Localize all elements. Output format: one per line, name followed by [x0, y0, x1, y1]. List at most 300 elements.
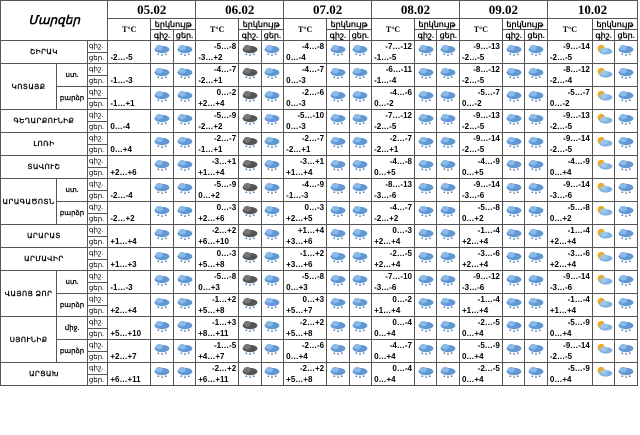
night-sky-cell: [239, 87, 261, 110]
day-sky-cell: [349, 248, 372, 271]
night-sky-cell: [502, 110, 524, 133]
day-header: ցեր.: [615, 30, 638, 41]
cloud-snow-icon: [263, 274, 281, 286]
night-sky-cell: [327, 340, 349, 363]
cloud-snow-icon: [176, 67, 194, 79]
dark-cloud-icon: [241, 297, 259, 309]
day-sky-cell: [615, 317, 638, 340]
night-sky-cell: [592, 110, 614, 133]
day-sky-cell: [261, 225, 284, 248]
day-sky-cell: [525, 110, 548, 133]
night-sky-cell: [239, 340, 261, 363]
cloud-snow-icon: [176, 251, 194, 263]
cloud-snow-icon: [505, 159, 523, 171]
cloud-snow-icon: [417, 366, 435, 378]
day-sky-cell: [349, 133, 372, 156]
day-sky-cell: [349, 294, 372, 317]
temperature-cell: 0…+3 +5…+7: [284, 294, 327, 317]
cloud-snow-icon: [527, 205, 545, 217]
part-label: գիշ.: [87, 363, 107, 375]
part-label: գիշ.: [87, 317, 107, 329]
cloud-snow-icon: [439, 251, 457, 263]
zone-label: բարձր: [57, 202, 88, 225]
temperature-cell: -2…-7 -2…+1: [372, 133, 415, 156]
night-sky-cell: [239, 248, 261, 271]
temperature-cell: 0…-3 +2…+6: [196, 202, 239, 225]
night-sky-cell: [592, 340, 614, 363]
cloud-snow-icon: [417, 136, 435, 148]
dark-cloud-icon: [241, 205, 259, 217]
night-sky-cell: [414, 317, 436, 340]
day-sky-cell: [173, 317, 196, 340]
night-sky-cell: [502, 87, 524, 110]
day-sky-cell: [261, 248, 284, 271]
night-sky-cell: [592, 202, 614, 225]
night-sky-cell: [151, 41, 173, 64]
cloud-snow-icon: [527, 182, 545, 194]
cloud-snow-icon: [329, 343, 347, 355]
day-sky-cell: [261, 110, 284, 133]
cloud-snow-icon: [176, 205, 194, 217]
temperature-cell: -4…-8 0…+5: [372, 156, 415, 179]
temperature-cell: 0…-3 +2…+5: [284, 202, 327, 225]
night-sky-cell: [414, 248, 436, 271]
cloud-snow-icon: [617, 113, 635, 125]
day-sky-cell: [615, 156, 638, 179]
day-sky-cell: [615, 340, 638, 363]
temperature-cell: -5…-9 0…+4: [547, 317, 592, 340]
dark-cloud-icon: [241, 182, 259, 194]
cloud-snow-icon: [263, 90, 281, 102]
temperature-cell: +5…+10: [108, 317, 151, 340]
night-sky-cell: [502, 294, 524, 317]
night-sky-cell: [592, 248, 614, 271]
cloud-snow-icon: [153, 228, 171, 240]
day-sky-cell: [437, 179, 460, 202]
temperature-cell: -8…-12 -2…-5: [459, 64, 502, 87]
day-sky-cell: [173, 110, 196, 133]
part-label: ցեր.: [87, 167, 107, 179]
cloud-snow-icon: [263, 136, 281, 148]
sun-cloud-icon: [595, 297, 613, 309]
temperature-cell: -9…-12 -3…-6: [459, 271, 502, 294]
day-sky-cell: [173, 225, 196, 248]
night-header: գիշ.: [327, 30, 349, 41]
day-sky-cell: [437, 156, 460, 179]
day-sky-cell: [261, 202, 284, 225]
part-label: գիշ.: [87, 87, 107, 99]
temperature-cell: -5…-7 0…-2: [459, 87, 502, 110]
day-sky-cell: [349, 202, 372, 225]
part-label: գիշ.: [87, 202, 107, 214]
temperature-cell: -1…-5 +4…+7: [196, 340, 239, 363]
cloud-snow-icon: [439, 67, 457, 79]
dark-cloud-icon: [241, 113, 259, 125]
day-sky-cell: [525, 133, 548, 156]
cloud-snow-icon: [527, 159, 545, 171]
region-name: ՍՅՈՒՆԻՔ: [1, 317, 57, 363]
region-name: ԱՐՑԱԽ: [1, 363, 88, 386]
temperature-cell: 0…-4 0…+4: [372, 317, 415, 340]
part-label: ցեր.: [87, 236, 107, 248]
part-label: գիշ.: [87, 110, 107, 122]
cloud-snow-icon: [505, 90, 523, 102]
temperature-cell: -1…+3 +8…+11: [196, 317, 239, 340]
cloud-snow-icon: [417, 90, 435, 102]
temperature-cell: +6…+11: [108, 363, 151, 386]
night-sky-cell: [151, 156, 173, 179]
cloud-snow-icon: [329, 136, 347, 148]
day-sky-cell: [261, 133, 284, 156]
sun-cloud-icon: [595, 366, 613, 378]
night-sky-cell: [239, 64, 261, 87]
cloud-snow-icon: [176, 90, 194, 102]
temperature-cell: -1…-4 +2…+4: [459, 225, 502, 248]
sun-cloud-icon: [595, 320, 613, 332]
night-sky-cell: [592, 87, 614, 110]
cloud-snow-icon: [617, 274, 635, 286]
cloud-snow-icon: [153, 44, 171, 56]
night-header: գիշ.: [151, 30, 173, 41]
cloud-snow-icon: [176, 366, 194, 378]
cloud-snow-icon: [263, 159, 281, 171]
day-sky-cell: [173, 294, 196, 317]
day-sky-cell: [349, 225, 372, 248]
day-sky-cell: [525, 225, 548, 248]
day-sky-cell: [615, 87, 638, 110]
day-sky-cell: [437, 133, 460, 156]
temperature-cell: -5…-8 -3…+2: [196, 41, 239, 64]
temperature-cell: -2…-7 -2…+1: [284, 133, 327, 156]
part-label: ցեր.: [87, 213, 107, 225]
day-sky-cell: [437, 317, 460, 340]
sky-header: երկնույթ: [592, 19, 637, 30]
cloud-snow-icon: [505, 67, 523, 79]
dark-cloud-icon: [241, 136, 259, 148]
night-sky-cell: [414, 179, 436, 202]
day-sky-cell: [261, 156, 284, 179]
cloud-snow-icon: [439, 182, 457, 194]
night-sky-cell: [327, 248, 349, 271]
part-label: ցեր.: [87, 259, 107, 271]
cloud-snow-icon: [351, 320, 369, 332]
temperature-cell: -1…+2 +5…+8: [196, 294, 239, 317]
sky-header: երկնույթ: [502, 19, 547, 30]
day-sky-cell: [349, 317, 372, 340]
night-sky-cell: [502, 248, 524, 271]
zone-label: ստ.: [57, 179, 88, 202]
temperature-cell: -3…-6 +2…+4: [459, 248, 502, 271]
night-sky-cell: [592, 225, 614, 248]
cloud-snow-icon: [439, 228, 457, 240]
cloud-snow-icon: [505, 205, 523, 217]
sun-cloud-icon: [595, 274, 613, 286]
cloud-snow-icon: [617, 67, 635, 79]
cloud-snow-icon: [176, 182, 194, 194]
temperature-cell: 0…-3 +5…+8: [196, 248, 239, 271]
sun-cloud-icon: [595, 159, 613, 171]
cloud-snow-icon: [263, 297, 281, 309]
dark-cloud-icon: [241, 44, 259, 56]
night-sky-cell: [327, 64, 349, 87]
temperature-cell: -8…-12 -2…-4: [547, 64, 592, 87]
temperature-cell: -5…-9 0…+2: [196, 179, 239, 202]
day-sky-cell: [437, 110, 460, 133]
day-header: ցեր.: [437, 30, 460, 41]
temperature-cell: -5…-10 0…-3: [284, 110, 327, 133]
night-sky-cell: [239, 363, 261, 386]
cloud-snow-icon: [176, 136, 194, 148]
zone-label: ստ.: [57, 271, 88, 294]
cloud-snow-icon: [329, 113, 347, 125]
cloud-snow-icon: [617, 90, 635, 102]
cloud-snow-icon: [527, 67, 545, 79]
cloud-snow-icon: [505, 343, 523, 355]
temperature-cell: -7…-10 -3…-6: [372, 271, 415, 294]
sky-header: երկնույթ: [151, 19, 196, 30]
night-sky-cell: [151, 225, 173, 248]
cloud-snow-icon: [417, 251, 435, 263]
day-sky-cell: [615, 363, 638, 386]
cloud-snow-icon: [263, 320, 281, 332]
day-sky-cell: [615, 271, 638, 294]
day-sky-cell: [261, 294, 284, 317]
temperature-cell: -1…-4 +1…+4: [547, 294, 592, 317]
cloud-snow-icon: [351, 136, 369, 148]
cloud-snow-icon: [263, 44, 281, 56]
day-sky-cell: [261, 41, 284, 64]
night-sky-cell: [592, 179, 614, 202]
day-sky-cell: [261, 64, 284, 87]
part-label: գիշ.: [87, 179, 107, 191]
dark-cloud-icon: [241, 228, 259, 240]
day-sky-cell: [173, 133, 196, 156]
cloud-snow-icon: [329, 228, 347, 240]
temperature-cell: -1…+2 +3…+6: [284, 248, 327, 271]
night-sky-cell: [502, 64, 524, 87]
night-sky-cell: [151, 133, 173, 156]
part-label: գիշ.: [87, 156, 107, 168]
night-sky-cell: [327, 179, 349, 202]
day-header: ցեր.: [349, 30, 372, 41]
day-sky-cell: [349, 41, 372, 64]
temperature-cell: -1…-4 +2…+4: [547, 225, 592, 248]
cloud-snow-icon: [527, 44, 545, 56]
day-sky-cell: [349, 179, 372, 202]
cloud-snow-icon: [329, 297, 347, 309]
night-sky-cell: [414, 340, 436, 363]
temperature-cell: -4…-7 0…+4: [372, 340, 415, 363]
night-sky-cell: [327, 156, 349, 179]
sun-cloud-icon: [595, 44, 613, 56]
night-sky-cell: [327, 294, 349, 317]
cloud-snow-icon: [617, 320, 635, 332]
zone-label: բարձր: [57, 87, 88, 110]
night-sky-cell: [151, 248, 173, 271]
day-sky-cell: [437, 363, 460, 386]
part-label: ցեր.: [87, 75, 107, 87]
cloud-snow-icon: [617, 44, 635, 56]
cloud-snow-icon: [439, 159, 457, 171]
temperature-cell: -9…-14 -3…-6: [547, 271, 592, 294]
cloud-snow-icon: [527, 90, 545, 102]
cloud-snow-icon: [176, 274, 194, 286]
temperature-cell: -5…-8 0…+2: [547, 202, 592, 225]
cloud-snow-icon: [153, 297, 171, 309]
temperature-cell: 0…+4: [108, 133, 151, 156]
day-sky-cell: [173, 248, 196, 271]
day-sky-cell: [615, 133, 638, 156]
day-sky-cell: [615, 202, 638, 225]
cloud-snow-icon: [439, 320, 457, 332]
cloud-snow-icon: [176, 343, 194, 355]
cloud-snow-icon: [617, 136, 635, 148]
day-sky-cell: [437, 202, 460, 225]
region-name: ՏԱՎՈՒՇ: [1, 156, 88, 179]
cloud-snow-icon: [439, 90, 457, 102]
cloud-snow-icon: [505, 274, 523, 286]
cloud-snow-icon: [329, 274, 347, 286]
cloud-snow-icon: [351, 228, 369, 240]
cloud-snow-icon: [153, 205, 171, 217]
night-header: գիշ.: [592, 30, 614, 41]
sun-cloud-icon: [595, 251, 613, 263]
sun-cloud-icon: [595, 67, 613, 79]
sun-cloud-icon: [595, 136, 613, 148]
dark-cloud-icon: [241, 274, 259, 286]
cloud-snow-icon: [505, 320, 523, 332]
cloud-snow-icon: [153, 113, 171, 125]
cloud-snow-icon: [439, 44, 457, 56]
dark-cloud-icon: [241, 67, 259, 79]
temperature-cell: -2…-5 0…+4: [459, 317, 502, 340]
temperature-cell: -2…-5 0…+4: [459, 363, 502, 386]
night-sky-cell: [239, 133, 261, 156]
temperature-cell: +2…+6: [108, 156, 151, 179]
part-label: գիշ.: [87, 248, 107, 260]
day-sky-cell: [173, 179, 196, 202]
night-sky-cell: [502, 156, 524, 179]
temperature-cell: -4…-7 0…-3: [284, 64, 327, 87]
cloud-snow-icon: [527, 297, 545, 309]
cloud-snow-icon: [153, 274, 171, 286]
day-sky-cell: [349, 271, 372, 294]
night-sky-cell: [239, 156, 261, 179]
cloud-snow-icon: [153, 182, 171, 194]
day-sky-cell: [437, 41, 460, 64]
cloud-snow-icon: [351, 274, 369, 286]
day-sky-cell: [525, 179, 548, 202]
temperature-cell: -9…-13 -2…-5: [547, 110, 592, 133]
part-label: ցեր.: [87, 190, 107, 202]
cloud-snow-icon: [329, 44, 347, 56]
cloud-snow-icon: [505, 182, 523, 194]
cloud-snow-icon: [176, 159, 194, 171]
part-label: ցեր.: [87, 98, 107, 110]
temperature-cell: -1…-4 +1…+4: [459, 294, 502, 317]
part-label: գիշ.: [87, 64, 107, 76]
day-sky-cell: [261, 87, 284, 110]
cloud-snow-icon: [527, 366, 545, 378]
day-sky-cell: [525, 363, 548, 386]
night-sky-cell: [592, 271, 614, 294]
temp-header: T°C: [196, 19, 239, 41]
temperature-cell: -4…-8 0…-4: [284, 41, 327, 64]
dark-cloud-icon: [241, 343, 259, 355]
night-sky-cell: [414, 87, 436, 110]
temperature-cell: -5…-9 -2…+2: [196, 110, 239, 133]
cloud-snow-icon: [617, 159, 635, 171]
night-sky-cell: [327, 317, 349, 340]
cloud-snow-icon: [263, 251, 281, 263]
cloud-snow-icon: [417, 159, 435, 171]
night-sky-cell: [502, 363, 524, 386]
day-sky-cell: [261, 271, 284, 294]
day-sky-cell: [525, 317, 548, 340]
night-sky-cell: [502, 225, 524, 248]
date-header: 09.02: [459, 1, 547, 19]
night-sky-cell: [151, 64, 173, 87]
day-sky-cell: [437, 294, 460, 317]
region-name: ԱՐԱՐԱՏ: [1, 225, 88, 248]
day-sky-cell: [615, 41, 638, 64]
cloud-snow-icon: [263, 67, 281, 79]
day-sky-cell: [437, 340, 460, 363]
cloud-snow-icon: [617, 182, 635, 194]
dark-cloud-icon: [241, 251, 259, 263]
temperature-cell: -4…-9 -1…-3: [284, 179, 327, 202]
temperature-cell: -1…-3: [108, 271, 151, 294]
temperature-cell: -3…+1 +1…+4: [196, 156, 239, 179]
cloud-snow-icon: [351, 366, 369, 378]
date-header: 07.02: [284, 1, 372, 19]
day-sky-cell: [173, 340, 196, 363]
temperature-cell: -9…-14 -3…-6: [459, 179, 502, 202]
zone-label: միջ.: [57, 317, 88, 340]
temperature-cell: -2…-6 0…+4: [284, 340, 327, 363]
cloud-snow-icon: [527, 320, 545, 332]
sun-cloud-icon: [595, 90, 613, 102]
cloud-snow-icon: [417, 182, 435, 194]
cloud-snow-icon: [153, 320, 171, 332]
cloud-snow-icon: [153, 136, 171, 148]
day-sky-cell: [261, 179, 284, 202]
night-sky-cell: [592, 133, 614, 156]
night-sky-cell: [414, 294, 436, 317]
night-sky-cell: [592, 317, 614, 340]
night-sky-cell: [414, 64, 436, 87]
cloud-snow-icon: [153, 159, 171, 171]
day-sky-cell: [525, 87, 548, 110]
part-label: գիշ.: [87, 271, 107, 283]
day-sky-cell: [349, 110, 372, 133]
cloud-snow-icon: [351, 67, 369, 79]
cloud-snow-icon: [527, 136, 545, 148]
night-sky-cell: [327, 271, 349, 294]
part-label: գիշ.: [87, 133, 107, 145]
temperature-cell: 0…-4: [108, 110, 151, 133]
day-sky-cell: [349, 340, 372, 363]
day-sky-cell: [173, 156, 196, 179]
part-label: գիշ.: [87, 225, 107, 237]
night-sky-cell: [239, 271, 261, 294]
night-sky-cell: [327, 41, 349, 64]
day-sky-cell: [525, 271, 548, 294]
cloud-snow-icon: [351, 251, 369, 263]
day-sky-cell: [173, 41, 196, 64]
night-sky-cell: [592, 363, 614, 386]
cloud-snow-icon: [505, 251, 523, 263]
